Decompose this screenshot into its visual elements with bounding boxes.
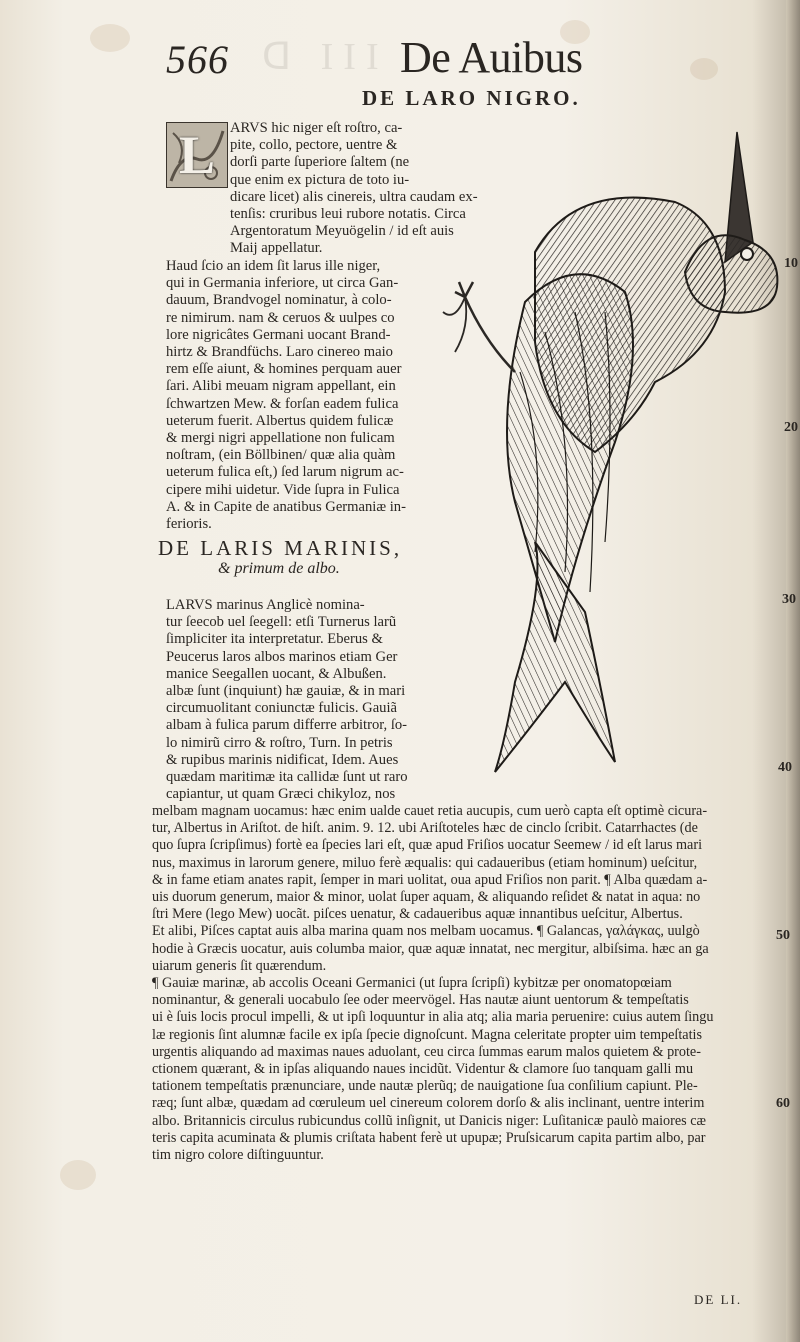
text-line: nominantur, & generali uocabulo ſee oder meervögel. Has nautæ aiunt uentorum & tempeſtatis	[152, 992, 689, 1009]
text-line: albæ ſunt (inquiunt) hæ gauiæ, & in mari	[166, 683, 406, 700]
section-heading-marinis: DE LARIS MARINIS,	[158, 536, 403, 560]
text-line: Maij appellatur.	[230, 240, 323, 257]
text-line: noſtram, (ein Böllbinen/ quæ alia quàm	[166, 447, 396, 464]
section-subheading: & primum de albo.	[218, 560, 340, 577]
text-line: ferioris.	[166, 516, 212, 533]
paragraph-laris-marinis	[166, 597, 408, 803]
text-line: ſari. Alibi meuam nigram appellant, ein	[166, 378, 396, 395]
section-heading: DE LARO NIGRO.	[362, 86, 581, 110]
text-line: teris capita acuminata & plumis criſtata habent ferè ut upupæ; Pruſsicarum capita partim albo, par	[152, 1129, 706, 1146]
text-line: tur ſeecob uel ſeegell: etſi Turnerus larũ	[166, 614, 397, 631]
margin-line-number: 20	[784, 420, 798, 435]
text-line: pite, collo, pectore, uentre &	[230, 137, 398, 154]
text-line: albam à fulica parum differre arbitror, ſo-	[166, 717, 408, 734]
bird-tail	[495, 542, 615, 772]
page-number: 566	[166, 37, 229, 82]
text-line: ui è ſuis locis procul impelli, & ut ipſi loquuntur in alia atq; alia maria peruenire: cuius autem ſingu	[152, 1009, 714, 1026]
text-line: ctionem quærant, & in ipſas aliquando naues incidũt. Videntur & clamore ſuo tanquam galli mu	[152, 1061, 694, 1078]
text-line: LARVS marinus Anglicè nomina-	[166, 597, 365, 613]
text-line: hirtz & Brandfüchs. Laro cinereo maio	[166, 344, 393, 361]
text-line: læ regionis ſint alumnæ facile ex ipſa ſpecie dignoſcunt. Magna celeritate propter uim tempeſtatis	[152, 1026, 702, 1043]
text-line: tur, Albertus in Ariſtot. de hiſt. anim. 9. 12. ubi Ariſtoteles hæc de cinclo ſcribit. Catarrhactes (de	[152, 820, 698, 837]
paragraph-laris-marinis-cont	[152, 803, 709, 975]
margin-line-number: 40	[778, 760, 792, 775]
text-line: cipere mihi uidetur. Vide ſupra in Fulica	[166, 481, 400, 498]
bird-eye	[741, 248, 753, 260]
margin-line-number: 10	[784, 256, 798, 271]
text-line: dicare licet) alis cinereis, ultra caudam ex-	[230, 188, 478, 205]
paper-stain	[60, 1160, 96, 1190]
text-line: ueterum fulica eſt,) ſed larum nigrum ac-	[166, 464, 404, 481]
text-line: dorſi parte ſuperiore ſaltem (ne	[230, 154, 410, 171]
text-line: ueterum fuerit. Albertus quidem fulicæ	[166, 412, 394, 429]
text-line: ræq; ſunt albæ, quædam ad cœruleum uel cinereum colorem dorſo & alis inclinant, uentre interim	[152, 1095, 705, 1112]
text-line: tim nigro colore diſtinguuntur.	[152, 1147, 324, 1164]
bird-wing	[507, 274, 633, 642]
text-line: dauum, Brandvogel nominatur, à colo-	[166, 292, 392, 309]
text-line: melbam magnam uocamus: hæc enim ualde cauet retia aucupis, cum uerò capta eſt optimè cicura-	[152, 803, 708, 819]
paragraph-laro-nigro-2	[166, 258, 406, 533]
text-line: & in fame etiam anates rapit, ſemper in mari uolitat, oua apud Friſios non parit. ¶ Alba quædam a-	[152, 871, 708, 888]
bleed-through-text: ᗡ III	[262, 36, 389, 78]
margin-line-number: 50	[776, 928, 790, 943]
text-line: re nimirum. nam & ceruos & uulpes co	[166, 309, 395, 326]
text-line: ſtri Mere (lego Mew) uocãt. piſces uenatur, & cadaueribus aquæ innantibus ueſcitur, Albertus.	[152, 906, 683, 923]
text-line: nus, maximus in larorum genere, miluo ferè æqualis: qui cadaueribus (etiam hominum) ueſcitur,	[152, 854, 698, 871]
text-line: ¶ Gauiæ marinæ, ab accolis Oceani Germanici (ut ſupra ſcripſi) kybitzæ per onomatopœiam	[152, 975, 672, 991]
text-line: tenſis: cruribus leui rubore notatis. Circa	[230, 206, 466, 223]
text-line: ARVS hic niger eſt roſtro, ca-	[230, 120, 403, 136]
text-line: hodie à Græcis uocatur, auis columba maior, quæ aquæ innatat, nec mergitur, albiſsima. hæc an ga	[152, 940, 709, 957]
text-line: circumuolitant coniunctæ fulicis. Gauiã	[166, 700, 398, 717]
text-line: Peucerus laros albos marinos etiam Ger	[166, 648, 398, 665]
paper-stain	[690, 58, 718, 80]
text-line: urgentis aliquando ad maximas naues aduolant, ceu circa ſummas earum malos quietem & prote-	[152, 1043, 701, 1060]
text-line: Haud ſcio an idem ſit larus ille niger,	[166, 258, 381, 274]
text-line: uiarum generis ſit quærendum.	[152, 957, 327, 974]
text-line: qui in Germania inferiore, ut circa Gan-	[166, 275, 399, 292]
text-line: quo ſupra ſcripſimus) fortè ea ſpecies lari eſt, quæ apud Friſios uocatur Seemew / id eſt larus mari	[152, 837, 703, 854]
decorated-initial	[166, 122, 228, 188]
text-line: tationem tempeſtatis prænunciare, unde nautæ plerũq; de nauigatione ſua conſilium capiunt. Ple-	[152, 1078, 698, 1095]
paper-stain	[90, 24, 130, 52]
paragraph-gauiae-marinae	[152, 975, 713, 1164]
text-line: albo. Britannicis circulus rubicundus collũ inſignit, ut Danicis niger: Luſitanicæ paulò maiores cæ	[152, 1112, 706, 1129]
margin-line-number: 30	[782, 592, 796, 607]
initial-letter: L	[178, 125, 216, 185]
text-line: ſchwartzen Mew. & forſan eadem fulica	[166, 395, 399, 412]
running-head: De Auibus	[400, 33, 583, 82]
catchword: DE LI.	[694, 1292, 743, 1307]
black-gull-woodcut	[425, 122, 795, 787]
text-line: uis duorum generum, maior & minor, uolat ſuper aquam, & aliquando reſidet & natat in aqua: no	[152, 889, 701, 906]
text-line: capiantur, ut quam Græci chikyloz, nos	[166, 786, 396, 803]
text-line: rem eſſe aiunt, & homines perquam auer	[166, 361, 402, 378]
text-line: quædam maritimæ ita callidæ ſunt ut raro	[166, 769, 408, 786]
text-line: manice Seegallen uocant, & Albußen.	[166, 665, 387, 682]
text-line: & rupibus marinis nidificat, Idem. Aues	[166, 751, 399, 768]
bird-foot	[443, 297, 466, 352]
text-line: A. & in Capite de anatibus Germaniæ in-	[166, 498, 406, 515]
text-line: Argentoratum Meyuögelin / id eſt auis	[230, 223, 454, 240]
text-line: ſimpliciter ita interpretatur. Eberus &	[166, 631, 383, 648]
text-line: lore nigricâtes Germani uocant Brand-	[166, 326, 391, 343]
text-line: & mergi nigri appellatione non fulicam	[166, 430, 395, 447]
text-line: lo nimirũ cirro & roſtro, Turn. In petris	[166, 734, 393, 751]
text-line: que enim ex pictura de toto iu-	[230, 171, 410, 188]
margin-line-number: 60	[776, 1096, 790, 1111]
text-line: Et alibi, Piſces captat auis alba marina quam nos melbam uocamus. ¶ Galancas, γαλάγκας, uulgò	[152, 923, 700, 940]
